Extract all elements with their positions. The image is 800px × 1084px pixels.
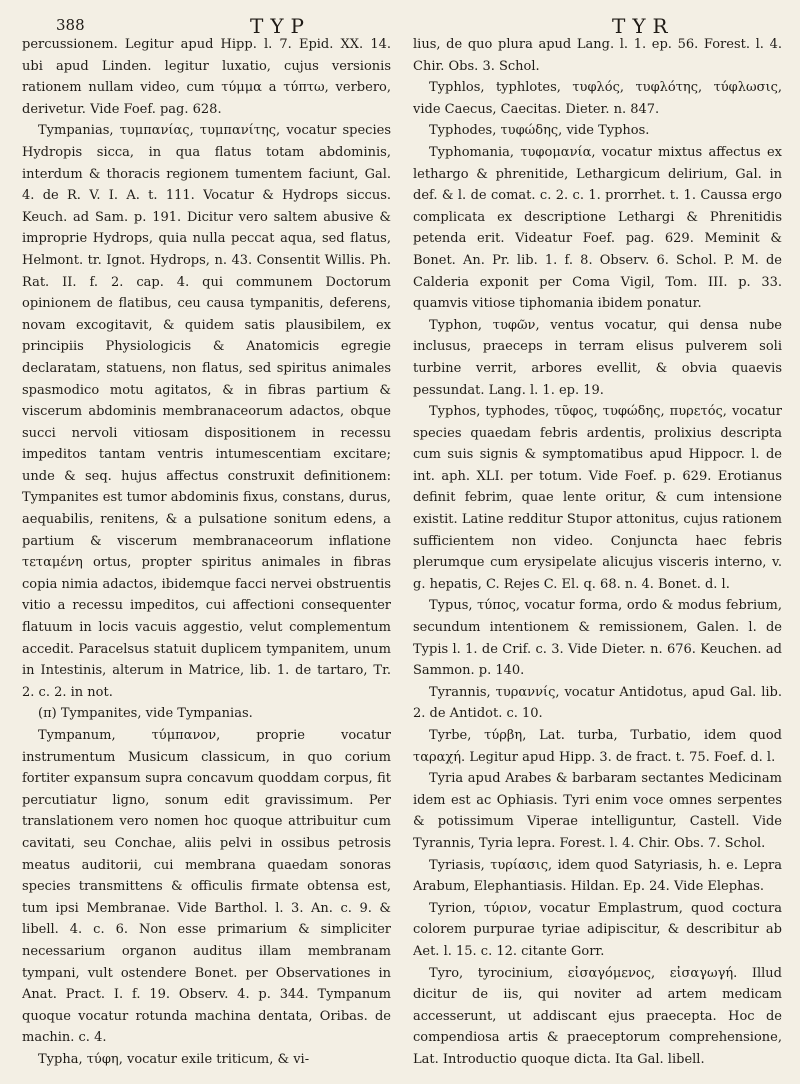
running-head-left: TYP — [250, 14, 311, 38]
entry-tyrannis: Tyrannis, τυραννίς, vocatur Antidotus, apud Gal. lib. 2. de Antidot. c. 10. — [413, 684, 782, 722]
entry-tyro: Tyro, tyrocinium, εἰσαγόμενος, εἰσαγωγή. Illud dicitur de iis, qui noviter ad artem medicam accesserunt, ut addiscant ejus praecepta. Hoc de compendiosa artis & praeceptorum comprehensione, Lat. Introductio quoque dicta. Ita Gal. libell. — [413, 965, 782, 1067]
entry-typha: Typha, τύφη, vocatur exile triticum, & vi- — [38, 1051, 310, 1067]
entry-tympanias: Tympanias, τυμπανίας, τυμπανίτης, vocatur species Hydropis sicca, in qua flatus totam abdominis, interdum & thoracis regionem tumentem faciunt, Gal. 4. de R. V. I. A. t. 111. Vocatur & Hydrops siccus. Keuch. ad Sam. p. 191. Dicitur vero saltem abusive & improprie Hydrops, quia nulla peccat aqua, sed flatus, Helmont. tr. Ignot. Hydrops, n. 43. Consentit Willis. Ph. Rat. II. f. 2. cap. 4. qui communem Doctorum opinionem de flatibus, ceu causa tympanitis, deferens, novam excogitavit, & quidem satis plausibilem, ex principiis Physiologicis & Anatomicis egregie declaratam, statuens, non flatus, sed spiritus animales spasmodico motu agitatos, & in fibras partium & viscerum abdominis membranaceorum adactos, obque succi nervoli vitiosam dispositionem in recessu impeditos tantam ventris intumescentiam excitare; unde & seq. hujus affectus construxit definitionem: Tympanites est tumor abdominis fixus, constans, durus, aequabilis, renitens, & a pulsatione sonitum edens, a partium & viscerum membranaceorum inflatione τεταμένη ortus, propter spiritus animales in fibras copia nimia adactos, ibidemque facci nervei obstruentis vitio a recessu impeditos, cui affectioni consequenter flatuum in locis vacuis aggestio, velut complementum accedit. Paracelsus statuit duplicem tympanitem, unum in Intestinis, alterum in Matrice, lib. 1. de tartaro, Tr. 2. c. 2. in not. — [22, 123, 391, 700]
entry-tympanum: Tympanum, τύμπανον, proprie vocatur instrumentum Musicum classicum, in quo corium fortiter expansum supra concavum quoddam corpus, fit percutiatur ligno, sonum edit gravissimum. Per translationem vero nomen hoc quoque attribuitur cum cavitati, seu Conchae, aliis pelvi in ossibus petrosis meatus auditorii, cui membrana quaedam sonoras species transmittens & officulis firmate obtensa est, tum ipsi Membranae. Vide Barthol. l. 3. An. c. 9. & libell. 4. c. 6. Non esse primarium & simpliciter necessarium organon auditus illam membranam tympani, vult ostendere Bonet. per Observationes in Anat. Pract. I. f. 19. Observ. 4. p. 344. Tympanum quoque vocatur rotunda machina dentata, Oribas. de machin. c. 4. — [22, 728, 391, 1046]
entry-continuation: percussionem. Legitur apud Hipp. l. 7. Epid. XX. 14. ubi apud Linden. legitur luxatio, cujus versionis rationem nullam video, cum τύμμα a τύπτω, verbero, derivetur. Vide Foef. pag. 628. — [22, 37, 391, 117]
entry-tympanites: (π) Tympanites, vide Tympanias. — [38, 706, 253, 722]
entry-tyria: Tyria apud Arabes & barbaram sectantes Medicinam idem est ac Ophiasis. Tyri enim voce omnes serpentes & potissimum Viperae intelliguntur, Castell. Vide Tyrannis, Tyria lepra. Forest. l. 4. Chir. Obs. 7. Schol. — [413, 771, 782, 851]
entry-typhlos: Typhlos, typhlotes, τυφλός, τυφλότης, τύφλωσις, vide Caecus, Caecitas. Dieter. n. 847. — [413, 80, 782, 117]
entry-tyriasis: Tyriasis, τυρίασις, idem quod Satyriasis, h. e. Lepra Arabum, Elephantiasis. Hildan. Ep. 24. Vide Elephas. — [413, 857, 782, 895]
entry-tyrion: Tyrion, τύριον, vocatur Emplastrum, quod coctura colorem purpurae tyriae adipiscitur, & describitur ab Aet. l. 15. c. 12. citante Gorr. — [413, 900, 782, 959]
entry-continuation: lius, de quo plura apud Lang. l. 1. ep. 56. Forest. l. 4. Chir. Obs. 3. Schol. — [413, 37, 782, 74]
running-head-right: TYR — [612, 14, 675, 38]
entry-typus: Typus, τύπος, vocatur forma, ordo & modus febrium, secundum intentionem & remissionem, Galen. l. de Typis l. 1. de Crif. c. 3. Vide Dieter. n. 676. Keuchen. ad Sammon. p. 140. — [413, 598, 782, 679]
entry-typhodes: Typhodes, τυφώδης, vide Typhos. — [429, 123, 650, 139]
left-column — [22, 34, 391, 1076]
page-number: 388 — [56, 16, 85, 34]
entry-typhon: Typhon, τυφῶν, ventus vocatur, qui densa nube inclusus, praeceps in terram elisus pulverem soli turbine verrit, arbores evellit, & obvia quaevis pessundat. Lang. l. 1. ep. 19. — [413, 317, 782, 398]
entry-tyrbe: Tyrbe, τύρβη, Lat. turba, Turbatio, idem quod ταραχή. Legitur apud Hipp. 3. de fract. t. 75. Foef. d. l. — [413, 728, 782, 765]
right-column — [413, 34, 782, 1076]
two-column-body — [22, 34, 782, 1076]
entry-typhos: Typhos, typhodes, τῦφος, τυφώδης, πυρετός, vocatur species quaedam febris ardentis, prolixius descripta cum suis signis & symptomatibus apud Hippocr. l. de int. aph. XLI. per totum. Vide Foef. p. 629. Erotianus definit febrim, quae lente oritur, & cum intensione existit. Latine redditur Stupor attonitus, cujus rationem sufficientem non video. Conjuncta haec febris plerumque cum erysipelate alicujus visceris interno, v. g. hepatis, C. Rejes C. El. q. 68. n. 4. Bonet. d. l. — [413, 404, 782, 592]
entry-typhomania: Typhomania, τυφομανία, vocatur mixtus affectus ex lethargo & phrenitide, Lethargicum delirium, Gal. in def. & l. de comat. c. 2. c. 1. prorrhet. t. 1. Caussa ergo complicata ex descriptione Lethargi & Phrenitidis petenda erit. Videatur Foef. pag. 629. Meminit & Bonet. An. Pr. lib. 1. f. 8. Observ. 6. Schol. P. M. de Calderia exponit per Coma Vigil, Tom. III. p. 33. quamvis vitiose tiphomania ibidem ponatur. — [413, 144, 782, 312]
